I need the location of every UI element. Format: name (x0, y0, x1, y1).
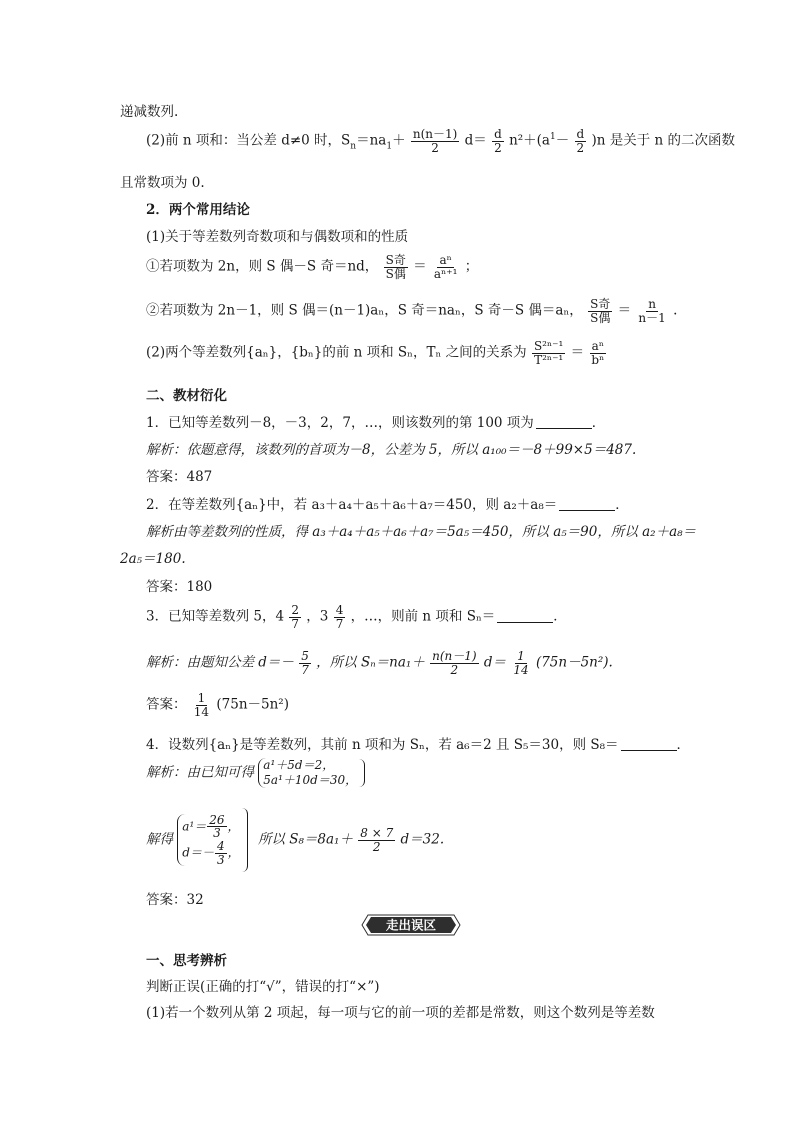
formula-line: (2)前 n 项和：当公差 d≠0 时，$S_n=na_1+$ $\frac{n(n-1)}{2}$ d＝ $\frac{d}{2}$ $n^2+(a^1-$ $\frac{d}{2}$ )n 是关于 n 的二次函数 (146, 127, 736, 155)
solution: 解析：由已知可得 a¹＋5d＝2， 5a¹＋10d＝30， (146, 758, 371, 788)
section-heading: 二、教材衍化 (146, 388, 227, 404)
question: (1)若一个数列从第 2 项起，每一项与它的前一项的差都是常数，则这个数列是等差数 (146, 1005, 655, 1021)
question: 1．已知等差数列－8，－3，2，7，…，则该数列的第 100 项为 ． (146, 415, 606, 431)
solution: 解析由等差数列的性质，得 a₃＋a₄＋a₅＋a₆＋a₇＝5a₅＝450，所以 a₅＝90，所以 a₂＋a₈＝ (146, 524, 697, 540)
text-line: 递减数列. (120, 104, 179, 120)
equation-system: a¹＝ $\frac{26}{3}$ ， d＝－ $\frac{4}{3}$ ， (177, 814, 239, 866)
answer: 答案： $\frac{1}{14}$ (75n－5n²) (146, 691, 289, 719)
solution: 解析：由题知公差 d＝－ $\frac{5}{7}$ ，所以 Sₙ＝na₁＋ $\frac{n(n-1)}{2}$ d＝ $\frac{1}{14}$ (75n－5n²). (146, 649, 613, 677)
text-line: (1)关于等差数列奇数项和与偶数项和的性质 (146, 229, 409, 245)
answer-blank (536, 428, 592, 429)
solution: 解析：依题意得，该数列的首项为－8，公差为 5，所以 a₁₀₀＝－8＋99×5＝487. (146, 442, 637, 458)
formula-line: ②若项数为 2n－1，则 S 偶＝(n－1)aₙ，S 奇＝naₙ，S 奇－S 偶＝aₙ， $\frac{\text{S奇}}{\text{S偶}}$ ＝ $\frac{n}{n-1}$ . (146, 297, 678, 325)
section-heading: 一、思考辨析 (146, 953, 227, 969)
formula-line: (2)两个等差数列{aₙ}，{bₙ}的前 n 项和 Sₙ，Tₙ 之间的关系为 $\frac{\text{S²ⁿ⁻¹}}{\text{T²ⁿ⁻¹}}$ ＝ $\frac{\text{aⁿ}}{\text{bⁿ}}$ (146, 339, 605, 367)
equation-system: a¹＋5d＝2， 5a¹＋10d＝30， (258, 758, 357, 788)
question: 3．已知等差数列 5，4 $\frac{2}{7}$ ，3 $\frac{4}{7}$ ，…，则前 n 项和 Sₙ＝ ． (146, 603, 567, 631)
question: 4．设数列{aₙ}是等差数列，其前 n 项和为 Sₙ，若 a₆＝2 且 S₅＝30，则 S₈＝ ． (146, 737, 691, 753)
section-banner (356, 914, 466, 936)
instruction: 判断正误(正确的打“√”，错误的打“×”) (146, 979, 380, 995)
subheading: 2．两个常用结论 (146, 202, 250, 218)
answer: 答案：180 (146, 579, 213, 595)
answer: 答案：487 (146, 469, 213, 485)
answer-blank (497, 622, 553, 623)
question: 2．在等差数列{aₙ}中，若 a₃＋a₄＋a₅＋a₆＋a₇＝450，则 a₂＋a₈＝ ． (146, 497, 629, 513)
text-line: 且常数项为 0. (120, 175, 205, 191)
answer-blank (621, 750, 677, 751)
solution: 解得 a¹＝ $\frac{26}{3}$ ， d＝－ $\frac{4}{3}$ ， 所以 S₈＝8a₁＋ $\frac{8 \times 7}{2}$ d＝32. (146, 808, 444, 872)
formula-line: ①若项数为 2n，则 S 偶－S 奇＝nd， $\frac{\text{S奇}}{\text{S偶}}$ ＝ $\frac{\text{aⁿ}}{\text{aⁿ⁺¹}}$ ； (146, 253, 479, 281)
answer-blank (559, 510, 615, 511)
answer: 答案：32 (146, 892, 204, 908)
banner-label: 走出误区 (385, 917, 437, 933)
solution: 2a₅＝180. (120, 551, 186, 567)
